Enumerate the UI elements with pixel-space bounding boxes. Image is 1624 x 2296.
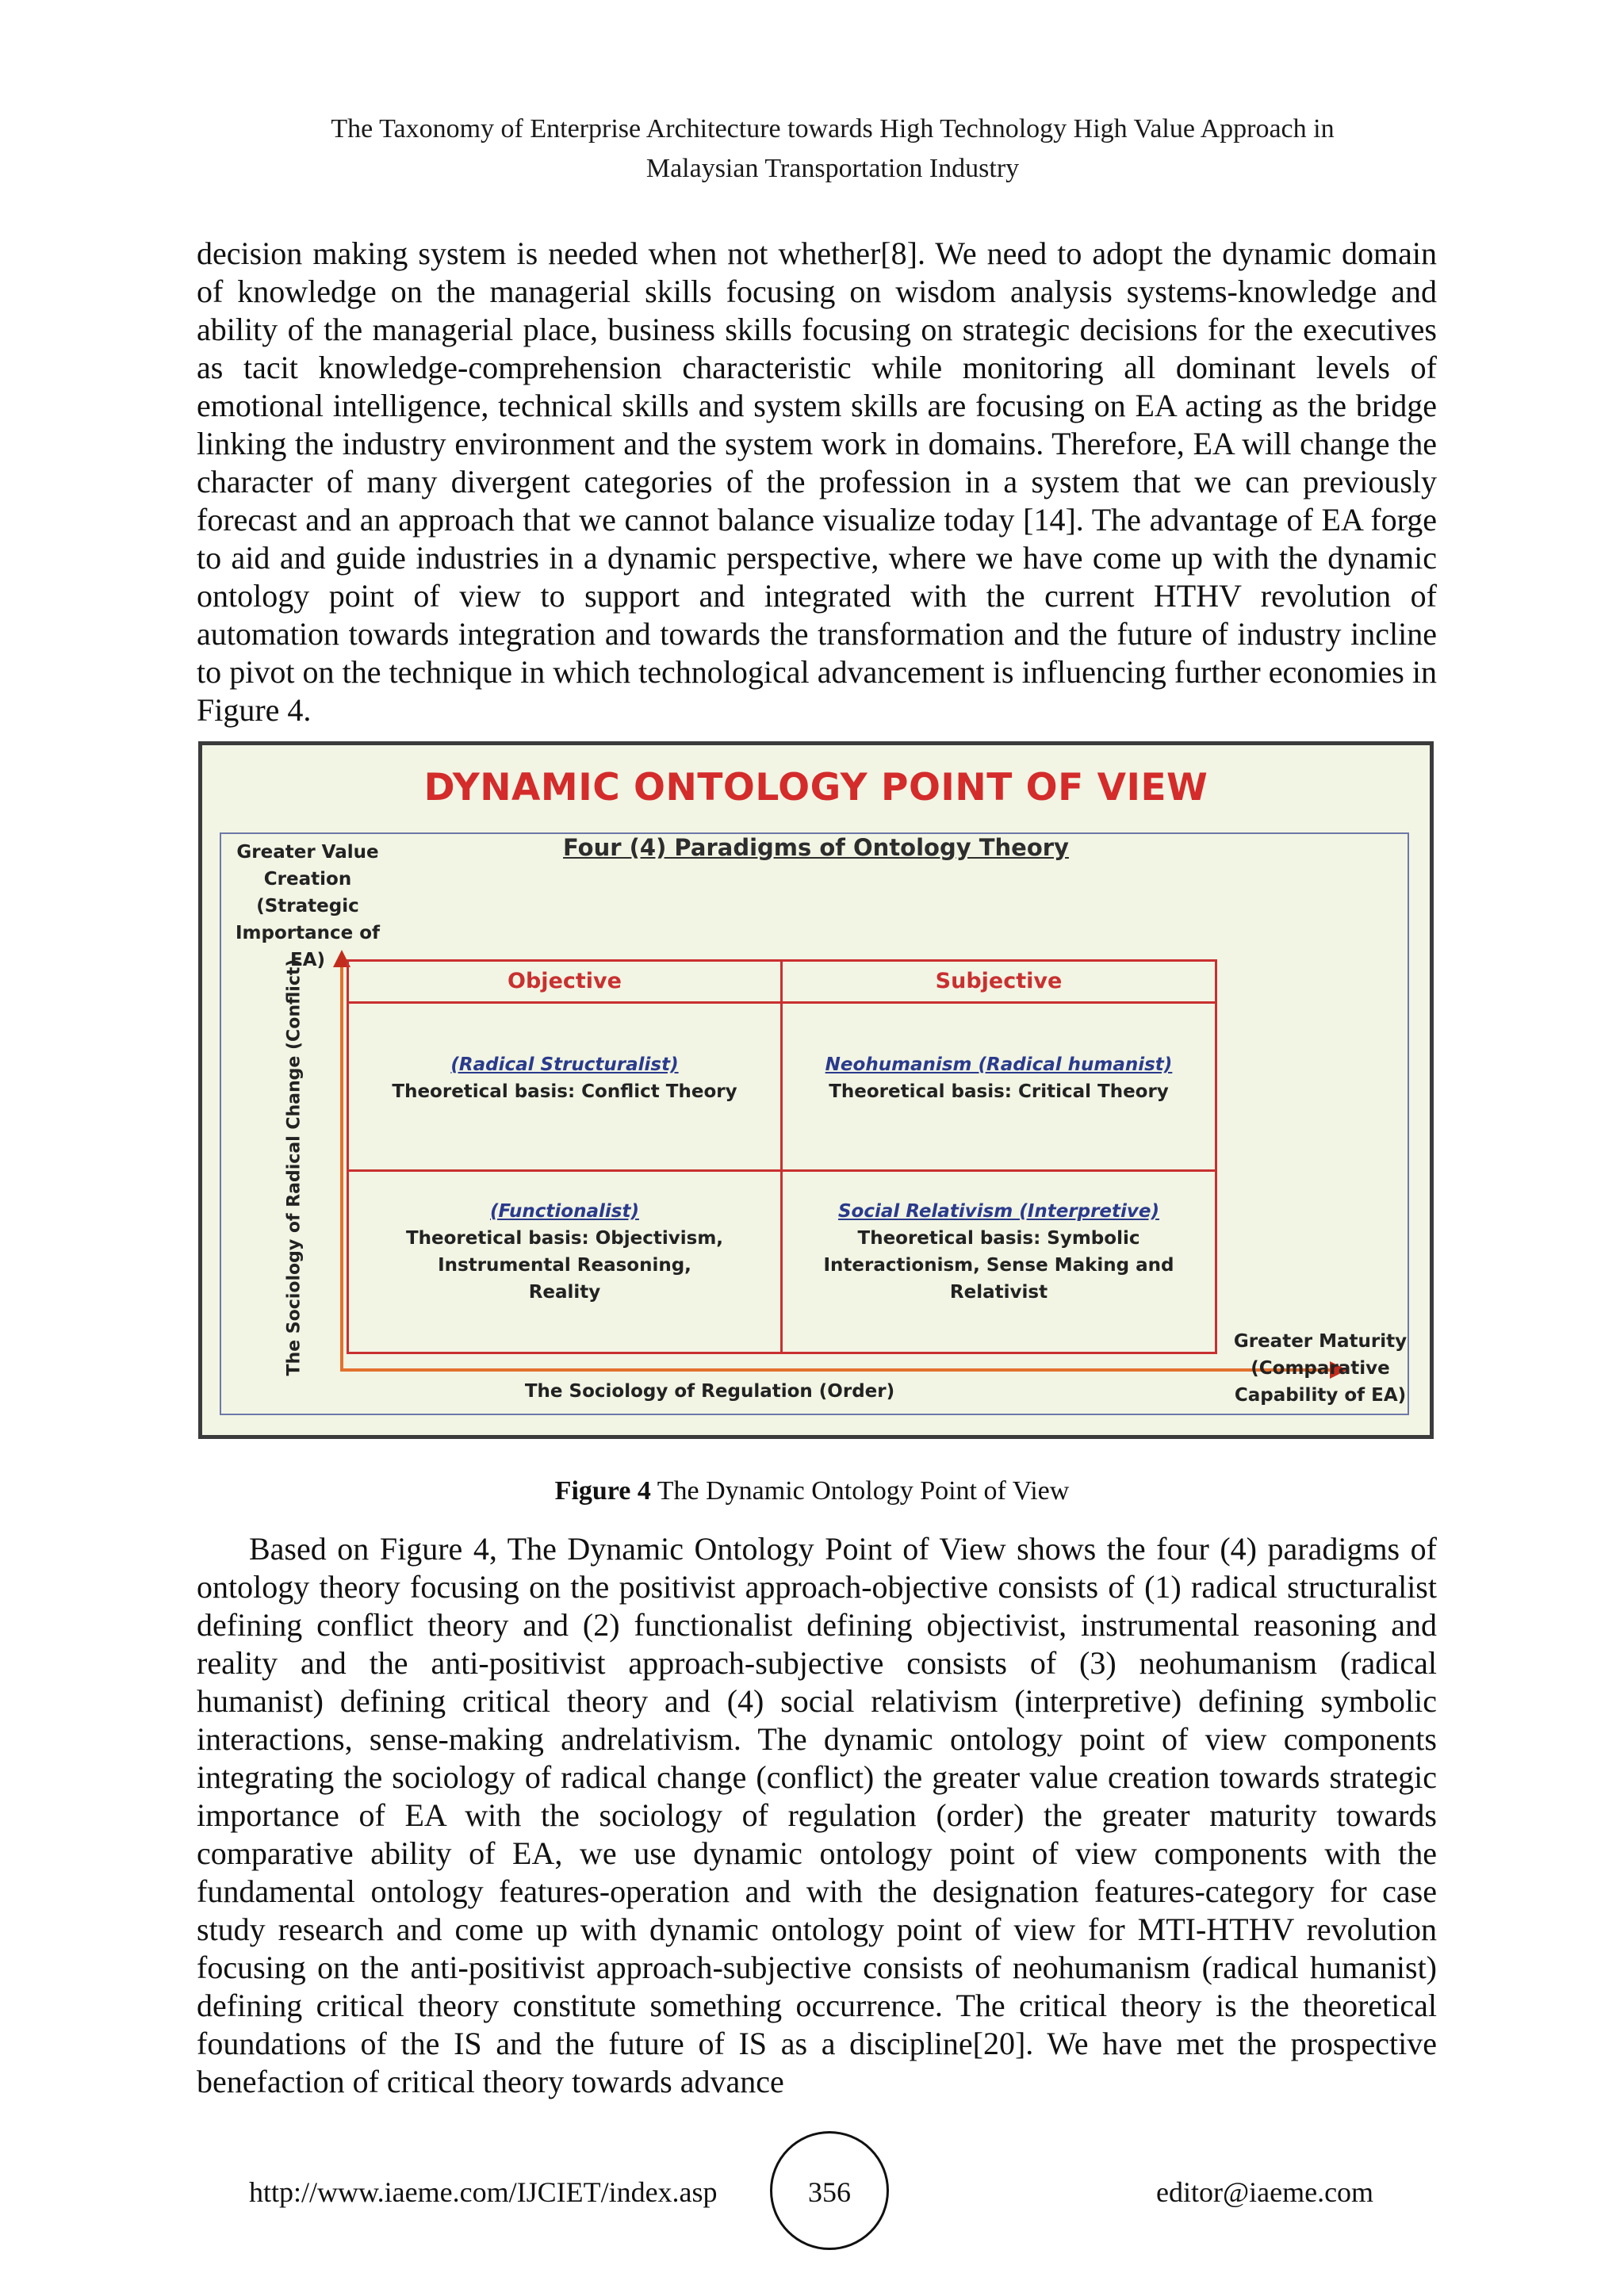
y-top-line: (Strategic — [256, 896, 359, 916]
figure-4 — [198, 741, 1434, 1439]
cell-functionalist — [349, 1198, 780, 1306]
cell-line: Instrumental Reasoning, — [438, 1255, 691, 1276]
column-header-subjective: Subjective — [935, 969, 1063, 993]
y-top-line: Creation — [263, 869, 352, 890]
cell-line: Theoretical basis: Symbolic — [857, 1228, 1140, 1249]
body-paragraph-1: decision making system is needed when not whether[8]. We need to adopt the dynamic domain of knowledge on the managerial skills focusing on wisdom analysis systems-knowledge and ability of the managerial place, business skills focusing on strategic decisions for the executives as tacit knowledge-comprehension characteristic while monitoring all dominant levels of emotional intelligence, technical skills and system skills are focusing on EA acting as the bridge linking the industry environment and the system work in domains. Therefore, EA will change the character of many divergent categories of the profession in a system that we can previously forecast and an approach that we cannot balance visualize today [14]. The advantage of EA forge to aid and guide industries in a dynamic perspective, where we have come up with the dynamic ontology point of view to support and integrated with the current HTHV revolution of automation towards integration and towards the transformation and the future of industry incline to pivot on the technique in which technological advancement is influencing further economies in Figure 4. — [197, 235, 1437, 728]
figure-caption — [0, 1476, 1624, 1506]
y-axis-label: The Sociology of Radical Change (Conflict) — [284, 959, 304, 1376]
footer-journal-link[interactable]: http://www.iaeme.com/IJCIET/index.asp — [249, 2176, 718, 2208]
body-paragraph-2: Based on Figure 4, The Dynamic Ontology Point of View shows the four (4) paradigms of ontology theory focusing on the positivist approach-objective consists of (1) radical structuralist defining conflict theory and (2) functionalist defining objectivist, instrumental reasoning and reality and the anti-positivist approach-subjective consists of (3) neohumanism (radical humanist) defining critical theory and (4) social relativism (interpretive) defining symbolic interactions, sense-making andrelativism. The dynamic ontology point of view components integrating the sociology of radical change (conflict) the greater value creation towards strategic importance of EA with the sociology of regulation (order) the greater maturity towards comparative ability of EA, we use dynamic ontology point of view components with the fundamental ontology features-operation and with the designation features-category for case study research and come up with dynamic ontology point of view for MTI-HTHV revolution focusing on the anti-positivist approach-subjective consists of neohumanism (radical humanist) defining critical theory constitute something occurrence. The critical theory is the theoretical foundations of the IS and the future of IS as a discipline[20]. We have met the prospective benefaction of critical theory towards advance — [197, 1531, 1437, 2099]
caption-text: The Dynamic Ontology Point of View — [650, 1476, 1070, 1506]
cell-heading: (Radical Structuralist) — [450, 1054, 679, 1075]
y-axis-line — [340, 966, 343, 1372]
paradigm-grid — [347, 959, 1217, 1354]
column-header-objective: Objective — [508, 969, 622, 993]
footer-email-link[interactable]: editor@iaeme.com — [1156, 2176, 1374, 2208]
caption-label: Figure 4 — [554, 1476, 651, 1506]
page-number: 356 — [808, 2176, 851, 2208]
x-right-line: Capability of EA) — [1234, 1385, 1407, 1406]
cell-line: Theoretical basis: Critical Theory — [829, 1081, 1169, 1102]
cell-heading: Neohumanism (Radical humanist) — [825, 1054, 1173, 1075]
cell-heading: Social Relativism (Interpretive) — [837, 1201, 1160, 1222]
y-top-line: Greater Value — [236, 842, 379, 863]
cell-line: Relativist — [949, 1282, 1048, 1303]
cell-radical-structuralist — [349, 1051, 780, 1105]
y-top-line: Importance of EA) — [235, 923, 381, 970]
cell-line: Interactionism, Sense Making and — [823, 1255, 1174, 1276]
cell-line: Reality — [528, 1282, 601, 1303]
y-axis-top-label — [224, 839, 391, 974]
running-header — [238, 109, 1427, 189]
cell-neohumanism — [783, 1051, 1215, 1105]
figure-subtitle: Four (4) Paradigms of Ontology Theory — [563, 834, 1069, 861]
header-line-2: Malaysian Transportation Industry — [645, 154, 1020, 183]
x-axis-label: The Sociology of Regulation (Order) — [524, 1381, 895, 1402]
figure-title: DYNAMIC ONTOLOGY POINT OF VIEW — [423, 766, 1208, 809]
cell-line: Theoretical basis: Conflict Theory — [392, 1081, 737, 1102]
x-axis-right-label — [1225, 1328, 1415, 1409]
cell-heading: (Functionalist) — [490, 1201, 639, 1222]
cell-line: Theoretical basis: Objectivism, — [405, 1228, 724, 1249]
x-right-line: Greater Maturity — [1233, 1331, 1408, 1352]
x-right-line: (Comparative — [1251, 1358, 1390, 1379]
cell-social-relativism — [783, 1198, 1215, 1306]
x-axis-line — [340, 1368, 1331, 1372]
header-line-1: The Taxonomy of Enterprise Architecture towards High Technology High Value Approach in — [331, 114, 1335, 144]
